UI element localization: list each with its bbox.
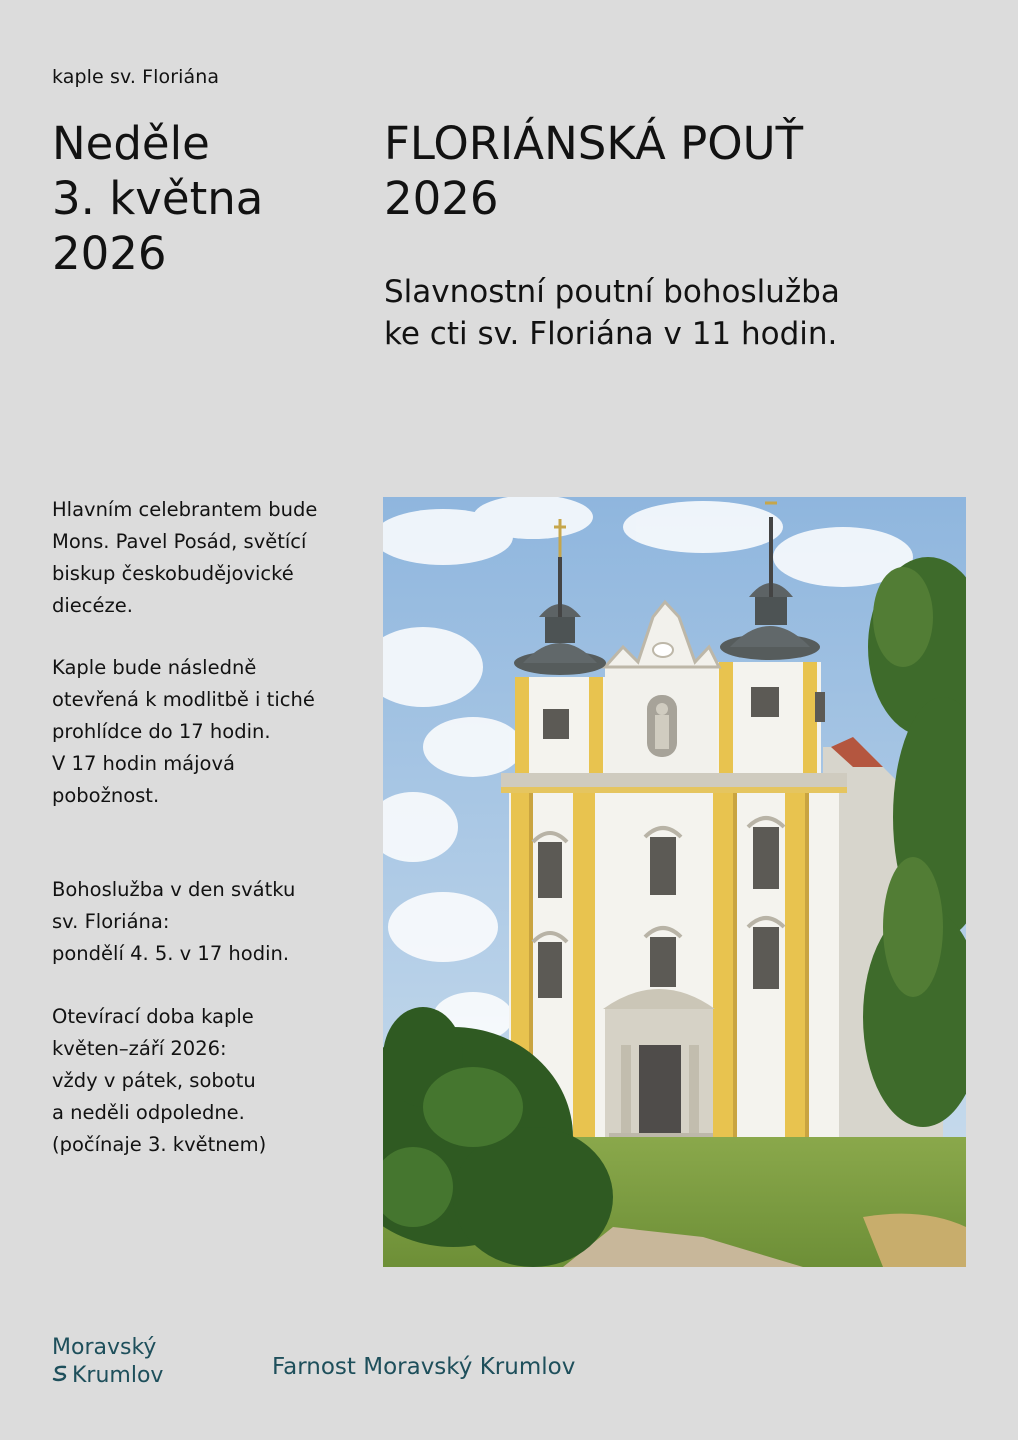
chapel-photo (383, 497, 966, 1267)
feast-day-paragraph: Bohoslužba v den svátku sv. Floriána: pondělí 4. 5. v 17 hodin. (52, 878, 296, 965)
logo-s-mark-icon (52, 1362, 72, 1390)
event-title: FLORIÁNSKÁ POUŤ 2026 (384, 117, 804, 225)
event-subtitle: Slavnostní poutní bohoslužba ke cti sv. Floriána v 11 hodin. (384, 274, 840, 352)
opening-hours-paragraph: Otevírací doba kaple květen–září 2026: vždy v pátek, sobotu a neděli odpoledne. (počínaje 3. květnem) (52, 1005, 267, 1156)
logo-line-2: Krumlov (72, 1363, 164, 1388)
chapel-open-paragraph: Kaple bude následně otevřená k modlitbě i tiché prohlídce do 17 hodin. V 17 hodin májová pobožnost. (52, 656, 315, 807)
celebrant-paragraph: Hlavním celebrantem bude Mons. Pavel Posád, světící biskup českobudějovické diecéze. (52, 498, 318, 617)
logo-line-1: Moravský (52, 1335, 157, 1360)
moravsky-krumlov-logo (52, 1334, 163, 1390)
event-date: Neděle 3. května 2026 (52, 117, 264, 280)
venue-label: kaple sv. Floriána (52, 66, 220, 88)
parish-name: Farnost Moravský Krumlov (272, 1354, 576, 1380)
